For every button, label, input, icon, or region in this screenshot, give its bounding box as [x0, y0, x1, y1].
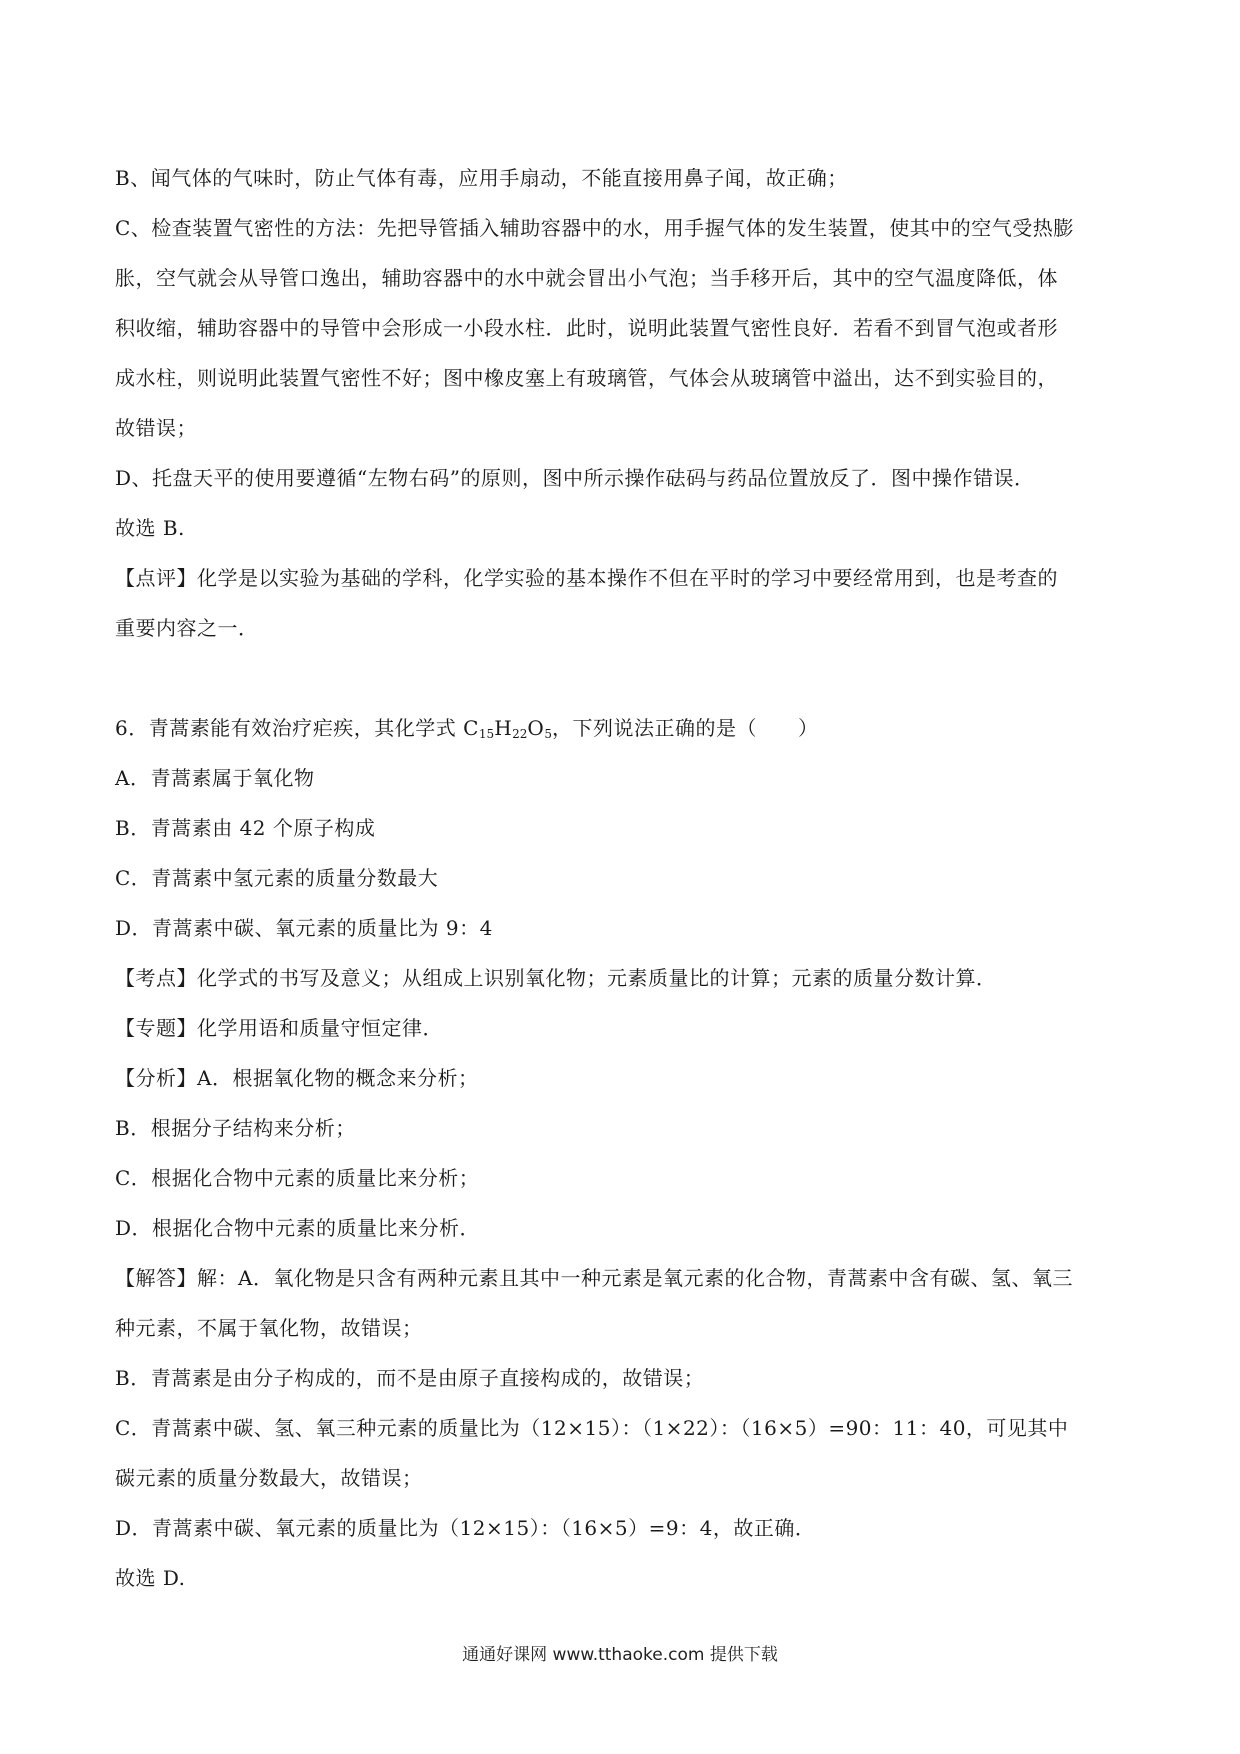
question-stem-suffix: ，下列说法正确的是（ ）: [551, 716, 819, 740]
analysis-line: B．根据分子结构来分析；: [115, 1116, 356, 1140]
option-c-explanation-line: C、检查装置气密性的方法：先把导管插入辅助容器中的水，用手握气体的发生装置，使其中的空气受热膨: [115, 216, 1074, 240]
formula-element-o: O: [527, 716, 545, 740]
analysis-line: C．根据化合物中元素的质量比来分析；: [115, 1166, 480, 1190]
formula-subscript-h: 22: [512, 727, 528, 741]
option-c-explanation-line: 成水柱，则说明此装置气密性不好；图中橡皮塞上有玻璃管，气体会从玻璃管中溢出，达不到实验目的，: [115, 366, 1058, 390]
comment-line: 重要内容之一．: [115, 616, 259, 640]
formula-subscript-c: 15: [478, 727, 495, 741]
solution-line: C．青蒿素中碳、氢、氧三种元素的质量比为（12×15）：（1×22）：（16×5）=90：11：40，可见其中: [115, 1416, 1069, 1440]
option-c-explanation-line: 胀，空气就会从导管口逸出，辅助容器中的水中就会冒出小气泡；当手移开后，其中的空气温度降低，体: [115, 266, 1058, 290]
formula-subscript-o: 5: [544, 727, 552, 741]
analysis-line: D．根据化合物中元素的质量比来分析．: [115, 1216, 481, 1240]
question-stem-prefix: 6．青蒿素能有效治疗疟疾，其化学式: [115, 716, 464, 740]
solution-line: 种元素，不属于氧化物，故错误；: [115, 1316, 423, 1340]
page-footer: 通通好课网 www.tthaoke.com 提供下载: [462, 1645, 778, 1665]
comment-line: 【点评】化学是以实验为基础的学科，化学实验的基本操作不但在平时的学习中要经常用到，也是考查的: [115, 566, 1058, 590]
solution-line: D．青蒿素中碳、氧元素的质量比为（12×15）：（16×5）=9：4，故正确．: [115, 1516, 816, 1540]
answer-line: 故选 B.: [115, 516, 185, 540]
option-c-explanation-line: 积收缩，辅助容器中的导管中会形成一小段水柱．此时，说明此装置气密性良好．若看不到冒气泡或者形: [115, 316, 1058, 340]
formula-element-c: C: [463, 716, 479, 740]
page-content: [115, 153, 1135, 1603]
solution-line: 碳元素的质量分数最大，故错误；: [115, 1466, 423, 1490]
option-d-explanation: D、托盘天平的使用要遵循“左物右码”的原则，图中所示操作砝码与药品位置放反了．图中操作错误．: [115, 466, 1035, 490]
option-b: B．青蒿素由 42 个原子构成: [115, 816, 376, 840]
option-b-explanation: B、闻气体的气味时，防止气体有毒，应用手扇动，不能直接用鼻子闻，故正确；: [115, 166, 848, 190]
solution-line: 故选 D.: [115, 1566, 186, 1590]
option-d: D．青蒿素中碳、氧元素的质量比为 9：4: [115, 916, 493, 940]
formula-element-h: H: [494, 716, 513, 740]
zhuanti-line: 【专题】化学用语和质量守恒定律．: [115, 1016, 443, 1040]
solution-line: B．青蒿素是由分子构成的，而不是由原子直接构成的，故错误；: [115, 1366, 705, 1390]
option-a: A．青蒿素属于氧化物: [115, 766, 315, 790]
question-6-stem: [115, 703, 1135, 753]
kaodian-line: 【考点】化学式的书写及意义；从组成上识别氧化物；元素质量比的计算；元素的质量分数计算．: [115, 966, 997, 990]
option-c: C．青蒿素中氢元素的质量分数最大: [115, 866, 439, 890]
analysis-line: 【分析】A．根据氧化物的概念来分析；: [115, 1066, 479, 1090]
option-c-explanation-line: 故错误；: [115, 416, 197, 440]
solution-line: 【解答】解：A．氧化物是只含有两种元素且其中一种元素是氧元素的化合物，青蒿素中含有碳、氢、氧三: [115, 1266, 1073, 1290]
